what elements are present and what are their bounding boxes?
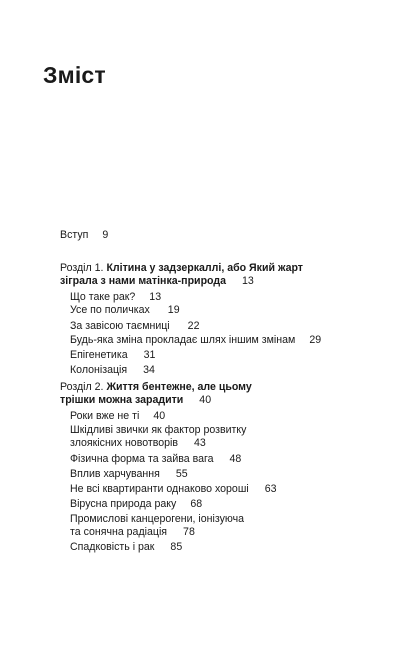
toc-item[interactable] bbox=[70, 364, 155, 377]
toc-entry-page: 85 bbox=[170, 541, 183, 553]
toc-entry-text: Будь-яка зміна прокладає шлях іншим змінам bbox=[70, 334, 296, 346]
toc-entry-text: За завісою таємниці bbox=[70, 320, 170, 332]
toc-item[interactable] bbox=[70, 468, 188, 481]
toc-entry-page: 43 bbox=[194, 437, 206, 449]
toc-entry-text: Промислові канцерогени, іонізуюча bbox=[70, 513, 245, 525]
toc-section-2-heading-cont[interactable] bbox=[60, 394, 211, 407]
toc-entry-text: Вірусна природа раку bbox=[70, 498, 177, 510]
toc-item-cont[interactable] bbox=[70, 526, 195, 539]
toc-entry-text: та сонячна радіація bbox=[70, 526, 168, 538]
toc-entry-text: Вплив харчування bbox=[70, 468, 160, 480]
toc-section-2-heading[interactable] bbox=[60, 381, 252, 394]
toc-entry-page: 78 bbox=[183, 526, 195, 538]
toc-item[interactable] bbox=[70, 513, 244, 526]
toc-item[interactable] bbox=[70, 498, 202, 511]
toc-entry-text: Епігенетика bbox=[70, 349, 128, 361]
section-title: трішки можна зарадити bbox=[60, 394, 184, 406]
toc-item-cont[interactable] bbox=[70, 437, 206, 450]
toc-entry-text: Роки вже не ті bbox=[70, 410, 140, 422]
toc-entry-intro[interactable] bbox=[60, 229, 108, 242]
toc-entry-page: 22 bbox=[187, 320, 200, 332]
toc-entry-page: 34 bbox=[143, 364, 155, 376]
toc-entry-page: 29 bbox=[309, 334, 322, 346]
section-label: Розділ 2. bbox=[60, 381, 104, 393]
toc-item[interactable] bbox=[70, 410, 165, 423]
toc-entry-text: злоякісних новотворів bbox=[70, 437, 178, 449]
toc-entry-text: Що таке рак? bbox=[70, 291, 136, 303]
toc-entry-text: Колонізація bbox=[70, 364, 128, 376]
page-title: Зміст bbox=[43, 62, 106, 88]
toc-entry-text: Фізична форма та зайва вага bbox=[70, 453, 214, 465]
section-label: Розділ 1. bbox=[60, 262, 104, 274]
section-title: Клітина у задзеркаллі, або Який жарт bbox=[106, 262, 303, 274]
toc-item[interactable] bbox=[70, 291, 161, 304]
toc-entry-page: 19 bbox=[167, 304, 180, 316]
toc-item[interactable] bbox=[70, 453, 241, 466]
toc-item[interactable] bbox=[70, 334, 321, 347]
toc-section-1-heading[interactable] bbox=[60, 262, 303, 275]
section-title: Життя бентежне, але цьому bbox=[106, 381, 252, 393]
toc-entry-page: 48 bbox=[229, 453, 242, 465]
toc-item[interactable] bbox=[70, 424, 246, 437]
toc-item[interactable] bbox=[70, 483, 276, 496]
toc-entry-text: Усе по поличках bbox=[70, 304, 150, 316]
toc-entry-page: 9 bbox=[102, 229, 109, 241]
toc-entry-page: 13 bbox=[149, 291, 162, 303]
toc-entry-text: Не всі квартиранти однаково хороші bbox=[70, 483, 249, 495]
toc-entry-text: Вступ bbox=[60, 229, 89, 241]
toc-item[interactable] bbox=[70, 304, 180, 317]
toc-entry-page: 55 bbox=[175, 468, 188, 480]
toc-entry-page: 68 bbox=[190, 498, 203, 510]
toc-entry-page: 13 bbox=[241, 275, 254, 287]
toc-entry-text: Шкідливі звички як фактор розвитку bbox=[70, 424, 247, 436]
toc-entry-page: 40 bbox=[199, 394, 212, 406]
toc-item[interactable] bbox=[70, 349, 155, 362]
toc-entry-page: 63 bbox=[264, 483, 277, 495]
toc-item[interactable] bbox=[70, 541, 182, 554]
toc-entry-page: 31 bbox=[143, 349, 156, 361]
toc-section-1-heading-cont[interactable] bbox=[60, 275, 254, 288]
toc-entry-text: Спадковість і рак bbox=[70, 541, 155, 553]
toc-entry-page: 40 bbox=[153, 410, 166, 422]
section-title: зіграла з нами матінка-природа bbox=[60, 275, 226, 287]
toc-item[interactable] bbox=[70, 320, 199, 333]
